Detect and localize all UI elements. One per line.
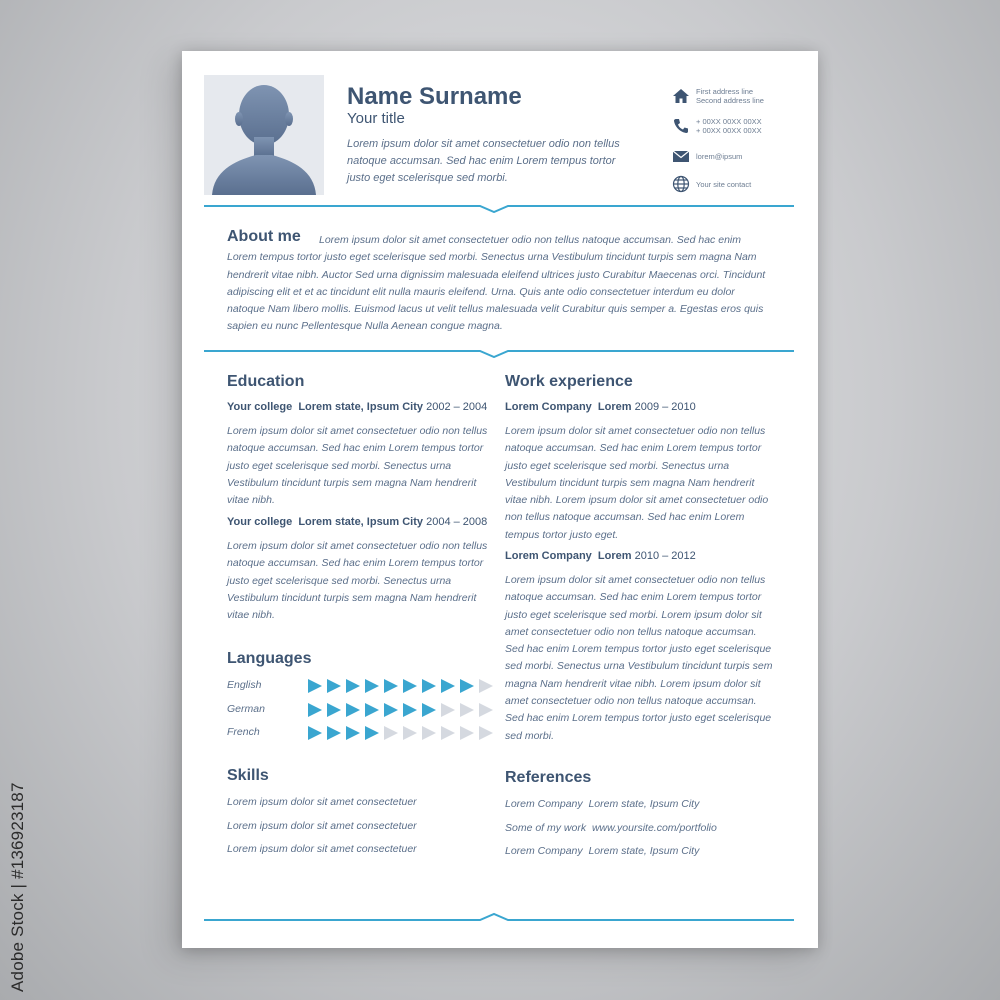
skill-item: Lorem ipsum dolor sit amet consectetuer	[227, 843, 417, 855]
rating-triangle-filled	[346, 726, 360, 740]
rating-triangle-filled	[346, 703, 360, 717]
rating-triangle-empty	[422, 726, 436, 740]
rating-triangle-filled	[327, 726, 341, 740]
school-name: Your college	[227, 516, 293, 528]
rating-triangle-filled	[403, 679, 417, 693]
work-description: Lorem ipsum dolor sit amet consectetuer odio non tellus natoque accumsan. Sed hac enim Lorem tempus tortor justo eget scelerisque sed morbi. Lorem ipsum dolor sit amet consectetuer odio non tellus natoque accumsan. Sed hac enim Lorem tempus tortor justo eget scelerisque sed morbi. Senectus urna Vestibulum tincidunt turpis sem magna Nam hendrerit vitae nibh. Lorem ipsum dolor sit amet consectetuer odio non tellus natoque accumsan. Sed hac enim Lorem tempus tortor justo eget scelerisque sed morbi.	[505, 574, 773, 742]
work-entry-header	[505, 401, 696, 413]
phone-icon	[672, 117, 690, 135]
person-silhouette-icon	[204, 75, 324, 195]
website-link[interactable]: Your site contact	[696, 179, 752, 189]
education-entry-header	[227, 516, 487, 528]
rating-triangle-filled	[308, 703, 322, 717]
rating-triangle-empty	[479, 679, 493, 693]
reference-item	[505, 845, 699, 857]
home-icon	[672, 87, 690, 105]
reference-name: Some of my work	[505, 822, 587, 834]
address-line-2: Second address line	[696, 96, 764, 105]
rating-triangle-empty	[460, 726, 474, 740]
contact-email	[672, 147, 742, 165]
school-place: Lorem state, Ipsum City	[298, 516, 424, 528]
work-description: Lorem ipsum dolor sit amet consectetuer odio non tellus natoque accumsan. Sed hac enim Lorem tempus tortor justo eget scelerisque sed morbi. Senectus urna Vestibulum tincidunt turpis sem magna Nam hendrerit vitae nibh. Lorem ipsum dolor sit amet consectetuer odio non tellus natoque accumsan. Sed hac enim Lorem tempus tortor justo eget.	[505, 425, 769, 541]
section-divider	[204, 201, 794, 213]
phone-number-2: + 00XX 00XX 00XX	[696, 126, 762, 135]
language-name: English	[227, 679, 262, 691]
stock-watermark: Adobe Stock | #136923187	[8, 782, 27, 992]
contact-website	[672, 175, 751, 193]
rating-triangle-filled	[422, 703, 436, 717]
reference-name: Lorem Company	[505, 798, 583, 810]
education-entry-header	[227, 401, 487, 413]
school-name: Your college	[227, 401, 293, 413]
education-heading: Education	[227, 373, 305, 390]
language-rating	[308, 726, 498, 740]
work-years: 2010 – 2012	[634, 550, 696, 562]
reference-detail: Lorem state, Ipsum City	[588, 798, 700, 810]
language-name: German	[227, 703, 265, 715]
address-line-1: First address line	[696, 87, 754, 96]
rating-triangle-empty	[460, 703, 474, 717]
rating-triangle-filled	[308, 679, 322, 693]
resume-page	[182, 51, 818, 948]
company-name: Lorem Company	[505, 550, 592, 562]
rating-triangle-filled	[327, 703, 341, 717]
skill-item: Lorem ipsum dolor sit amet consectetuer	[227, 796, 417, 808]
company-name: Lorem Company	[505, 401, 592, 413]
reference-detail: Lorem state, Ipsum City	[588, 845, 700, 857]
contact-address	[672, 87, 764, 105]
reference-item	[505, 822, 717, 834]
rating-triangle-empty	[441, 726, 455, 740]
company-place: Lorem	[597, 550, 632, 562]
phone-number-1: + 00XX 00XX 00XX	[696, 117, 762, 126]
rating-triangle-filled	[365, 679, 379, 693]
footer-divider	[204, 912, 794, 924]
company-place: Lorem	[597, 401, 632, 413]
reference-name: Lorem Company	[505, 845, 583, 857]
references-heading: References	[505, 769, 592, 786]
skills-heading: Skills	[227, 767, 269, 784]
language-name: French	[227, 726, 260, 738]
rating-triangle-filled	[460, 679, 474, 693]
work-years: 2009 – 2010	[634, 401, 696, 413]
language-rating	[308, 703, 498, 717]
language-rating	[308, 679, 498, 693]
reference-detail[interactable]: www.yoursite.com/portfolio	[591, 822, 717, 834]
candidate-title: Your title	[347, 110, 405, 127]
rating-triangle-filled	[422, 679, 436, 693]
about-heading: About me	[227, 228, 301, 245]
envelope-icon	[672, 147, 690, 165]
education-description: Lorem ipsum dolor sit amet consectetuer odio non tellus natoque accumsan. Sed hac enim Lorem tempus tortor justo eget scelerisque sed morbi. Senectus urna Vestibulum tincidunt turpis sem magna Nam hendrerit vitae nibh.	[227, 425, 488, 507]
section-divider	[204, 346, 794, 358]
school-years: 2004 – 2008	[426, 516, 488, 528]
school-place: Lorem state, Ipsum City	[298, 401, 424, 413]
work-heading: Work experience	[505, 373, 633, 390]
rating-triangle-filled	[308, 726, 322, 740]
rating-triangle-empty	[479, 703, 493, 717]
rating-triangle-filled	[365, 703, 379, 717]
about-text: Lorem ipsum dolor sit amet consectetuer odio non tellus natoque accumsan. Sed hac enim Lorem tempus tortor justo eget scelerisque sed morbi. Senectus urna Vestibulum tincidunt turpis sem magna Nam hendrerit vitae nibh. Auctor Sed urna dignissim malesuada eleifend ultrices justo Curabitur Maecenas orci. Tincidunt adipiscing elit et et ac tincidunt elit nulla mauris eleifend. Urna. Quis ante odio consectetuer interdum eu dolor natoque Nam libero mollis. Euismod lacus ut velit tellus malesuada velit Curabitur quis semper a. Egestas eros quis sapien eu nunc Pellentesque Nulla Aenean congue magna.	[227, 234, 766, 333]
email-address[interactable]: lorem@ipsum	[696, 151, 743, 161]
rating-triangle-filled	[384, 679, 398, 693]
work-entry-header	[505, 550, 696, 562]
rating-triangle-filled	[384, 703, 398, 717]
languages-heading: Languages	[227, 650, 312, 667]
globe-icon	[672, 175, 690, 193]
rating-triangle-filled	[365, 726, 379, 740]
rating-triangle-filled	[327, 679, 341, 693]
school-years: 2002 – 2004	[426, 401, 488, 413]
rating-triangle-filled	[441, 679, 455, 693]
rating-triangle-empty	[384, 726, 398, 740]
rating-triangle-empty	[441, 703, 455, 717]
rating-triangle-filled	[346, 679, 360, 693]
rating-triangle-empty	[479, 726, 493, 740]
rating-triangle-empty	[403, 726, 417, 740]
intro-text: Lorem ipsum dolor sit amet consectetuer odio non tellus natoque accumsan. Sed hac enim Lorem tempus tortor justo eget scelerisque sed morbi.	[347, 138, 620, 184]
rating-triangle-filled	[403, 703, 417, 717]
avatar-placeholder	[204, 75, 324, 195]
skill-item: Lorem ipsum dolor sit amet consectetuer	[227, 820, 417, 832]
candidate-name: Name Surname	[347, 83, 522, 110]
education-description: Lorem ipsum dolor sit amet consectetuer odio non tellus natoque accumsan. Sed hac enim Lorem tempus tortor justo eget scelerisque sed morbi. Senectus urna Vestibulum tincidunt turpis sem magna Nam hendrerit vitae nibh.	[227, 540, 488, 622]
contact-phone	[672, 117, 762, 135]
reference-item	[505, 798, 699, 810]
